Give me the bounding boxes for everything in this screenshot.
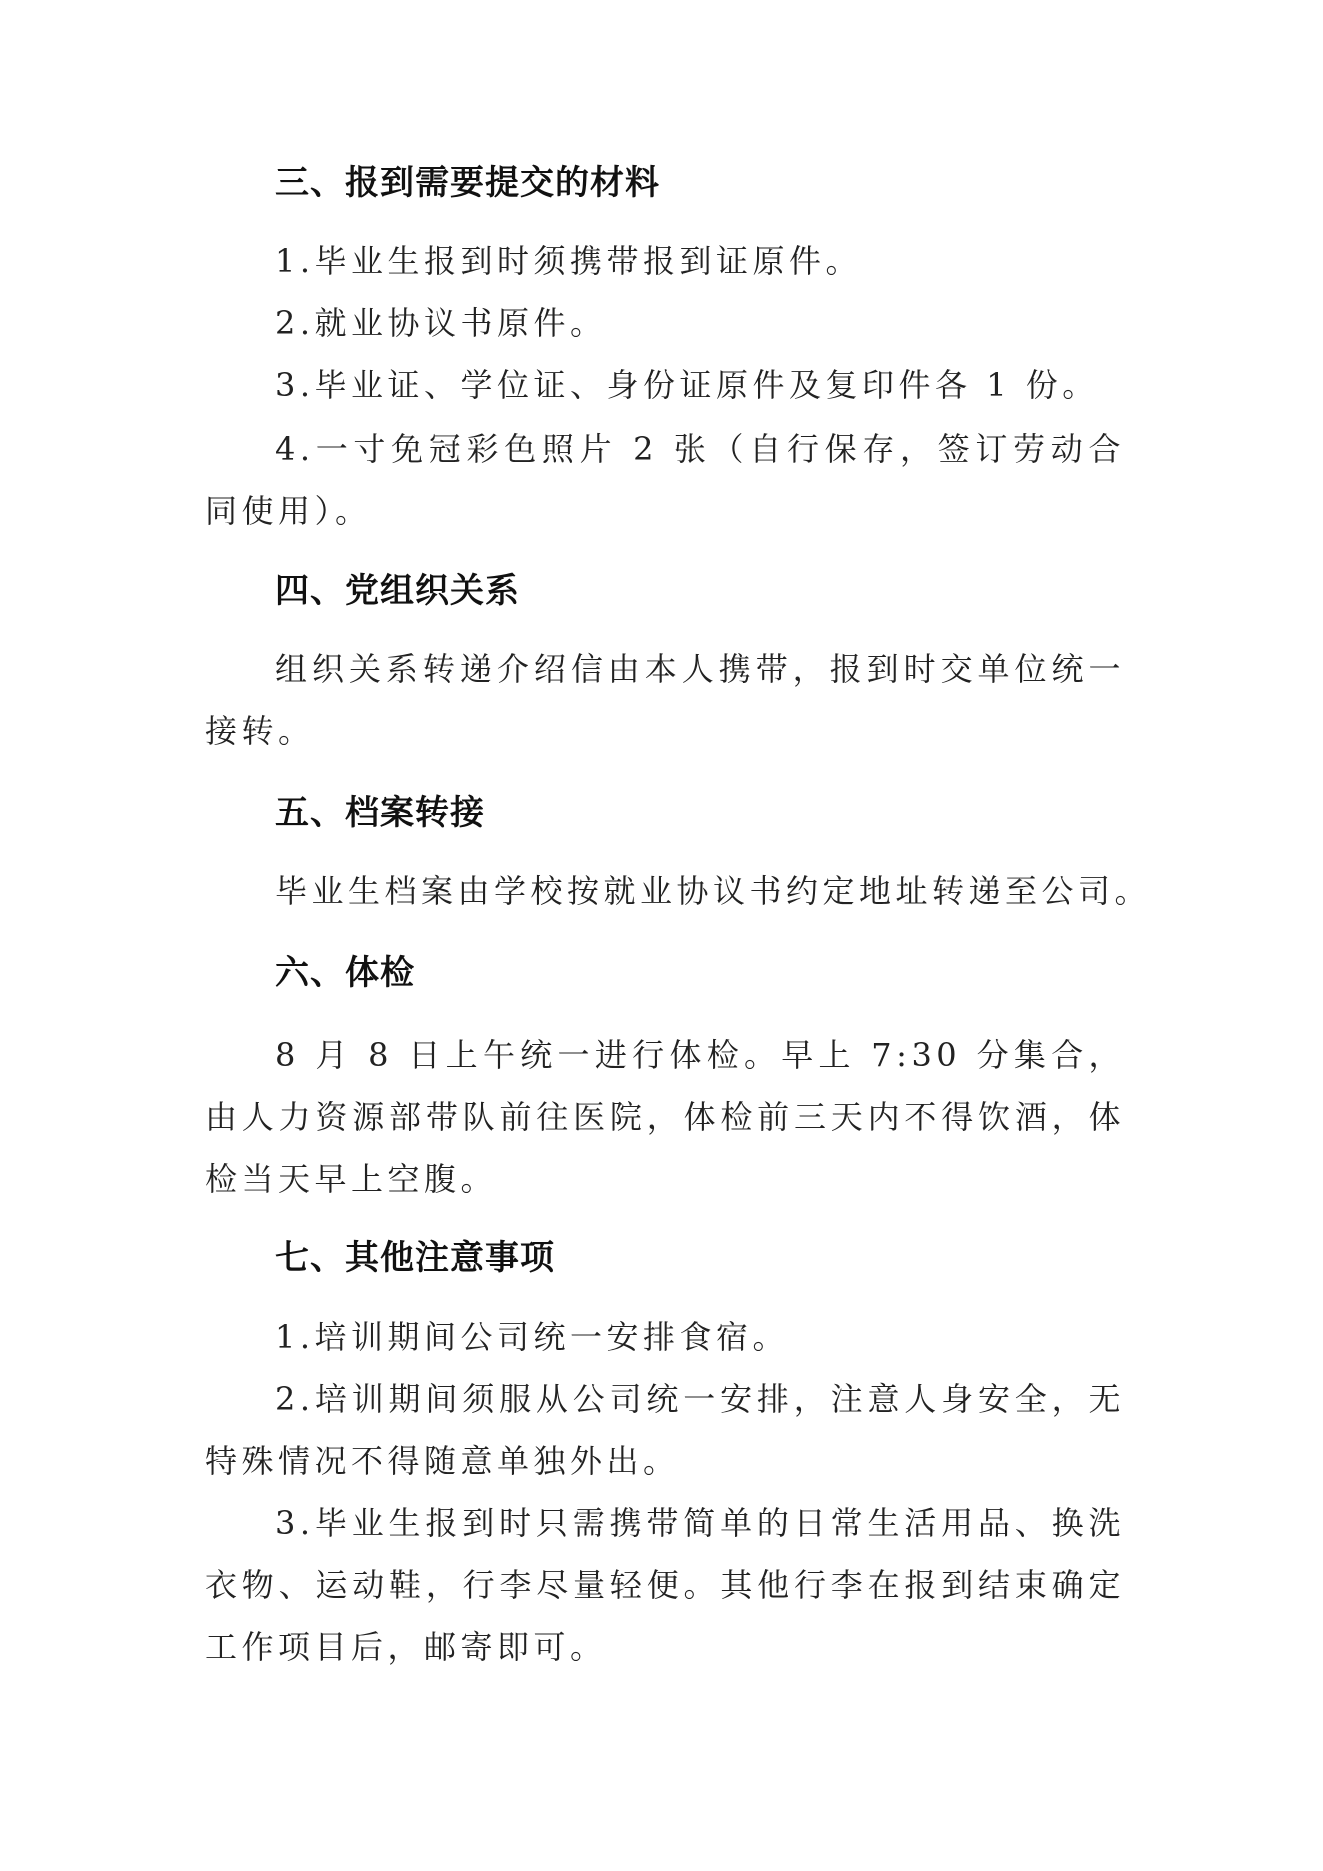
- section-heading-other-notes: 七、其他注意事项: [275, 1238, 555, 1278]
- section-heading-archives: 五、档案转接: [275, 793, 485, 833]
- paragraph: 2.培训期间须服从公司统一安排，注意人身安全，无特殊情况不得随意单独外出。: [205, 1380, 1125, 1480]
- section-heading-party-relations: 四、党组织关系: [275, 571, 520, 611]
- paragraph: 3.毕业生报到时只需携带简单的日常生活用品、换洗衣物、运动鞋，行李尽量轻便。其他行李在报到结束确定工作项目后，邮寄即可。: [205, 1504, 1125, 1666]
- paragraph: 8 月 8 日上午统一进行体检。早上 7:30 分集合，由人力资源部带队前往医院，体检前三天内不得饮酒，体检当天早上空腹。: [205, 1036, 1125, 1198]
- paragraph: 1.培训期间公司统一安排食宿。: [275, 1318, 790, 1356]
- paragraph: 组织关系转递介绍信由本人携带，报到时交单位统一接转。: [205, 650, 1125, 750]
- section-heading-materials: 三、报到需要提交的材料: [275, 163, 660, 203]
- paragraph: 毕业生档案由学校按就业协议书约定地址转递至公司。: [275, 872, 1152, 910]
- paragraph: 3.毕业证、学位证、身份证原件及复印件各 1 份。: [275, 366, 1099, 404]
- paragraph: 2.就业协议书原件。: [275, 304, 607, 342]
- paragraph: 1.毕业生报到时须携带报到证原件。: [275, 242, 863, 280]
- section-heading-medical-exam: 六、体检: [275, 953, 415, 993]
- paragraph: 4.一寸免冠彩色照片 2 张（自行保存，签订劳动合同使用）。: [205, 430, 1125, 530]
